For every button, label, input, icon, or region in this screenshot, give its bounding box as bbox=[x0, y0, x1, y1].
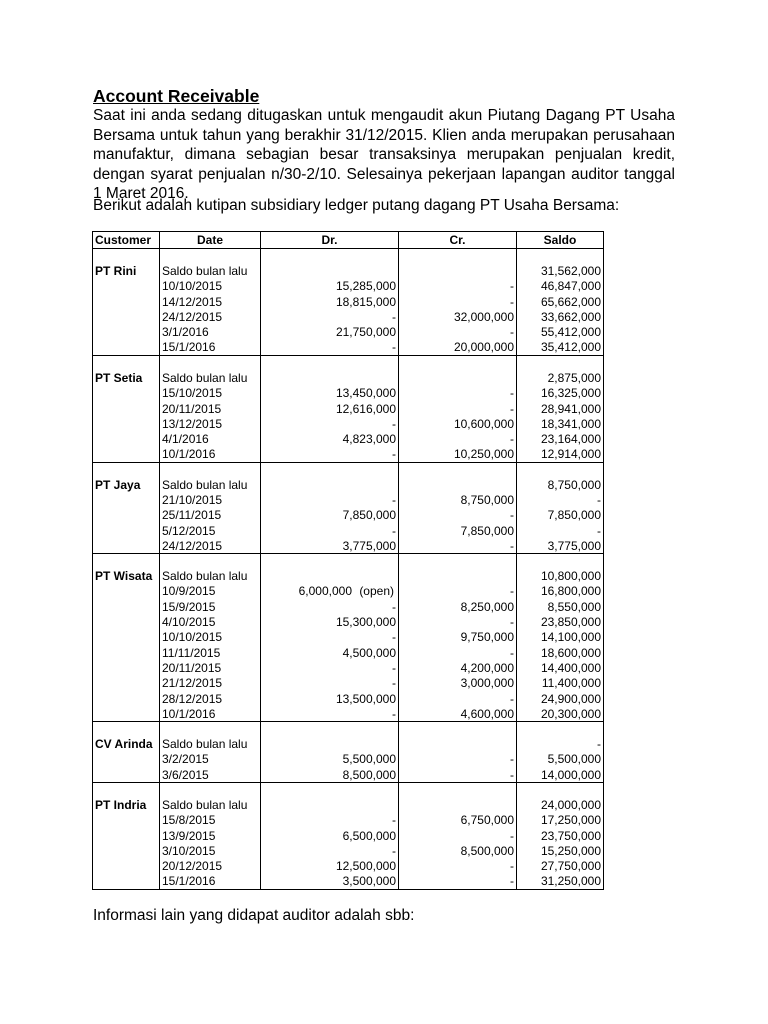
credit-cell: - bbox=[399, 874, 517, 889]
table-row bbox=[93, 843, 604, 858]
credit-cell: 20,000,000 bbox=[399, 340, 517, 355]
table-row bbox=[93, 431, 604, 446]
debit-value: - bbox=[392, 813, 396, 828]
saldo-cell: 24,000,000 bbox=[517, 797, 604, 812]
date-cell: 20/11/2015 bbox=[160, 660, 261, 675]
credit-cell: - bbox=[399, 691, 517, 706]
saldo-cell: 55,412,000 bbox=[517, 325, 604, 340]
date-cell: 3/2/2015 bbox=[160, 752, 261, 767]
intro-paragraph: Saat ini anda sedang ditugaskan untuk mengaudit akun Piutang Dagang PT Usaha Bersama untuk tahun yang berakhir 31/12/2015. Klien anda merupakan perusahaan manufaktur, dimana sebagian besar transaksinya merupakan penjualan kredit, dengan syarat penjualan n/30-2/10. Selesainya pekerjaan lapangan auditor tanggal 1 Maret 2016. bbox=[93, 107, 675, 202]
credit-cell: - bbox=[399, 859, 517, 874]
header-saldo: Saldo bbox=[517, 232, 604, 249]
spacer-cell bbox=[160, 782, 261, 797]
saldo-cell: 11,400,000 bbox=[517, 676, 604, 691]
date-cell: 4/10/2015 bbox=[160, 614, 261, 629]
saldo-cell: 65,662,000 bbox=[517, 294, 604, 309]
spacer-cell bbox=[93, 355, 160, 370]
debit-cell bbox=[261, 325, 399, 340]
table-row bbox=[93, 447, 604, 462]
table-row bbox=[93, 477, 604, 492]
customer-cell bbox=[93, 279, 160, 294]
credit-cell: 7,850,000 bbox=[399, 523, 517, 538]
saldo-cell: 35,412,000 bbox=[517, 340, 604, 355]
debit-value: 7,850,000 bbox=[342, 508, 396, 523]
customer-cell bbox=[93, 660, 160, 675]
group-spacer-row bbox=[93, 554, 604, 569]
saldo-cell: 20,300,000 bbox=[517, 706, 604, 721]
date-cell: 13/12/2015 bbox=[160, 416, 261, 431]
header-credit: Cr. bbox=[399, 232, 517, 249]
debit-value: - bbox=[392, 660, 396, 675]
subsidiary-ledger-table bbox=[92, 231, 604, 890]
group-spacer-row bbox=[93, 722, 604, 737]
customer-cell bbox=[93, 630, 160, 645]
date-cell: 14/12/2015 bbox=[160, 294, 261, 309]
debit-cell bbox=[261, 630, 399, 645]
header-date: Date bbox=[160, 232, 261, 249]
customer-cell bbox=[93, 447, 160, 462]
date-cell: 10/10/2015 bbox=[160, 279, 261, 294]
debit-cell bbox=[261, 508, 399, 523]
spacer-cell bbox=[160, 722, 261, 737]
table-row bbox=[93, 828, 604, 843]
saldo-cell: 12,914,000 bbox=[517, 447, 604, 462]
credit-cell: 4,600,000 bbox=[399, 706, 517, 721]
saldo-cell: 14,400,000 bbox=[517, 660, 604, 675]
spacer-cell bbox=[517, 722, 604, 737]
customer-cell bbox=[93, 676, 160, 691]
credit-cell bbox=[399, 569, 517, 584]
customer-cell bbox=[93, 401, 160, 416]
table-row bbox=[93, 584, 604, 599]
debit-cell bbox=[261, 752, 399, 767]
debit-value: 4,823,000 bbox=[342, 432, 396, 447]
debit-value: 12,616,000 bbox=[335, 401, 396, 416]
debit-value: - bbox=[392, 416, 396, 431]
spacer-cell bbox=[399, 782, 517, 797]
spacer-cell bbox=[93, 462, 160, 477]
debit-value: - bbox=[392, 676, 396, 691]
debit-cell bbox=[261, 645, 399, 660]
debit-value: - bbox=[392, 630, 396, 645]
header-debit: Dr. bbox=[261, 232, 399, 249]
customer-cell bbox=[93, 599, 160, 614]
table-row bbox=[93, 492, 604, 507]
debit-value: - bbox=[392, 493, 396, 507]
credit-cell: - bbox=[399, 401, 517, 416]
spacer-cell bbox=[399, 355, 517, 370]
credit-cell: 10,250,000 bbox=[399, 447, 517, 462]
debit-cell bbox=[261, 401, 399, 416]
debit-cell bbox=[261, 477, 399, 492]
customer-cell bbox=[93, 386, 160, 401]
credit-cell: - bbox=[399, 584, 517, 599]
date-cell: Saldo bulan lalu bbox=[160, 737, 261, 752]
table-row bbox=[93, 599, 604, 614]
debit-value: 13,450,000 bbox=[335, 386, 396, 401]
debit-value: - bbox=[392, 599, 396, 614]
customer-cell bbox=[93, 813, 160, 828]
table-row bbox=[93, 614, 604, 629]
spacer-cell bbox=[261, 462, 399, 477]
saldo-cell: 18,341,000 bbox=[517, 416, 604, 431]
date-cell: 15/1/2016 bbox=[160, 874, 261, 889]
table-row bbox=[93, 309, 604, 324]
debit-cell bbox=[261, 431, 399, 446]
saldo-cell: 14,000,000 bbox=[517, 767, 604, 782]
debit-value: - bbox=[392, 340, 396, 355]
table-row bbox=[93, 874, 604, 889]
ledger-body bbox=[93, 249, 604, 890]
debit-cell bbox=[261, 386, 399, 401]
debit-value: 3,775,000 bbox=[342, 538, 396, 553]
table-row bbox=[93, 401, 604, 416]
date-cell: 3/6/2015 bbox=[160, 767, 261, 782]
debit-cell bbox=[261, 584, 399, 599]
table-row bbox=[93, 706, 604, 721]
debit-cell bbox=[261, 447, 399, 462]
credit-cell: 8,500,000 bbox=[399, 843, 517, 858]
table-row bbox=[93, 569, 604, 584]
credit-cell: 8,250,000 bbox=[399, 599, 517, 614]
customer-name: PT Wisata bbox=[93, 569, 160, 584]
table-row bbox=[93, 325, 604, 340]
customer-cell bbox=[93, 691, 160, 706]
saldo-cell: 28,941,000 bbox=[517, 401, 604, 416]
debit-value: - bbox=[392, 310, 396, 325]
debit-cell bbox=[261, 370, 399, 385]
date-cell: 10/9/2015 bbox=[160, 584, 261, 599]
debit-cell bbox=[261, 828, 399, 843]
debit-cell bbox=[261, 538, 399, 553]
credit-cell bbox=[399, 264, 517, 279]
spacer-cell bbox=[160, 249, 261, 264]
saldo-cell: 23,164,000 bbox=[517, 431, 604, 446]
spacer-cell bbox=[517, 554, 604, 569]
date-cell: 10/1/2016 bbox=[160, 447, 261, 462]
debit-cell bbox=[261, 813, 399, 828]
saldo-cell: 27,750,000 bbox=[517, 859, 604, 874]
spacer-cell bbox=[261, 554, 399, 569]
spacer-cell bbox=[160, 462, 261, 477]
date-cell: 21/12/2015 bbox=[160, 676, 261, 691]
debit-value: - bbox=[392, 523, 396, 538]
date-cell: 25/11/2015 bbox=[160, 508, 261, 523]
date-cell: 10/10/2015 bbox=[160, 630, 261, 645]
debit-value: 5,500,000 bbox=[342, 752, 396, 767]
customer-cell bbox=[93, 431, 160, 446]
date-cell: 15/10/2015 bbox=[160, 386, 261, 401]
saldo-cell: 16,325,000 bbox=[517, 386, 604, 401]
saldo-cell: 23,850,000 bbox=[517, 614, 604, 629]
credit-cell: 8,750,000 bbox=[399, 492, 517, 507]
debit-value: 4,500,000 bbox=[342, 645, 396, 660]
saldo-cell: 8,550,000 bbox=[517, 599, 604, 614]
debit-cell bbox=[261, 874, 399, 889]
credit-cell bbox=[399, 797, 517, 812]
table-row bbox=[93, 859, 604, 874]
debit-cell bbox=[261, 569, 399, 584]
debit-cell bbox=[261, 859, 399, 874]
debit-value: 15,300,000 bbox=[335, 615, 396, 630]
credit-cell: - bbox=[399, 508, 517, 523]
table-row bbox=[93, 340, 604, 355]
table-row bbox=[93, 797, 604, 812]
debit-value: 8,500,000 bbox=[342, 767, 396, 782]
customer-cell bbox=[93, 874, 160, 889]
credit-cell: - bbox=[399, 614, 517, 629]
debit-cell bbox=[261, 294, 399, 309]
credit-cell: 9,750,000 bbox=[399, 630, 517, 645]
table-row bbox=[93, 752, 604, 767]
date-cell: Saldo bulan lalu bbox=[160, 477, 261, 492]
debit-value: 3,500,000 bbox=[342, 874, 396, 889]
spacer-cell bbox=[399, 554, 517, 569]
group-spacer-row bbox=[93, 782, 604, 797]
date-cell: 4/1/2016 bbox=[160, 431, 261, 446]
date-cell: 20/12/2015 bbox=[160, 859, 261, 874]
credit-cell: 6,750,000 bbox=[399, 813, 517, 828]
customer-cell bbox=[93, 309, 160, 324]
debit-value: - bbox=[392, 706, 396, 721]
table-row bbox=[93, 676, 604, 691]
customer-cell bbox=[93, 508, 160, 523]
table-row bbox=[93, 767, 604, 782]
saldo-cell: 17,250,000 bbox=[517, 813, 604, 828]
debit-value: - bbox=[392, 447, 396, 462]
date-cell: 15/8/2015 bbox=[160, 813, 261, 828]
debit-value: - bbox=[392, 843, 396, 858]
group-spacer-row bbox=[93, 462, 604, 477]
saldo-cell: 33,662,000 bbox=[517, 309, 604, 324]
credit-cell: - bbox=[399, 645, 517, 660]
table-row bbox=[93, 279, 604, 294]
date-cell: 15/9/2015 bbox=[160, 599, 261, 614]
saldo-cell: 15,250,000 bbox=[517, 843, 604, 858]
spacer-cell bbox=[261, 249, 399, 264]
debit-cell bbox=[261, 614, 399, 629]
spacer-cell bbox=[517, 462, 604, 477]
date-cell: 24/12/2015 bbox=[160, 309, 261, 324]
debit-value: 15,285,000 bbox=[335, 279, 396, 294]
table-row bbox=[93, 523, 604, 538]
table-row bbox=[93, 630, 604, 645]
debit-cell bbox=[261, 599, 399, 614]
table-row bbox=[93, 538, 604, 553]
credit-cell: - bbox=[399, 325, 517, 340]
date-cell: 5/12/2015 bbox=[160, 523, 261, 538]
saldo-cell: - bbox=[517, 737, 604, 752]
customer-cell bbox=[93, 645, 160, 660]
debit-cell bbox=[261, 843, 399, 858]
customer-cell bbox=[93, 584, 160, 599]
credit-cell: 32,000,000 bbox=[399, 309, 517, 324]
spacer-cell bbox=[261, 722, 399, 737]
credit-cell: - bbox=[399, 538, 517, 553]
spacer-cell bbox=[399, 722, 517, 737]
debit-cell bbox=[261, 797, 399, 812]
customer-name: PT Setia bbox=[93, 370, 160, 385]
debit-cell bbox=[261, 706, 399, 721]
customer-name: PT Jaya bbox=[93, 477, 160, 492]
saldo-cell: 2,875,000 bbox=[517, 370, 604, 385]
credit-cell bbox=[399, 737, 517, 752]
credit-cell bbox=[399, 477, 517, 492]
customer-cell bbox=[93, 767, 160, 782]
spacer-cell bbox=[261, 782, 399, 797]
debit-value: 12,500,000 bbox=[335, 859, 396, 874]
spacer-cell bbox=[399, 462, 517, 477]
customer-cell bbox=[93, 294, 160, 309]
debit-cell bbox=[261, 416, 399, 431]
debit-cell bbox=[261, 309, 399, 324]
customer-name: PT Indria bbox=[93, 797, 160, 812]
credit-cell: - bbox=[399, 431, 517, 446]
date-cell: 20/11/2015 bbox=[160, 401, 261, 416]
customer-cell bbox=[93, 523, 160, 538]
date-cell: Saldo bulan lalu bbox=[160, 264, 261, 279]
date-cell: 15/1/2016 bbox=[160, 340, 261, 355]
date-cell: 28/12/2015 bbox=[160, 691, 261, 706]
table-header-row bbox=[93, 232, 604, 249]
table-row bbox=[93, 508, 604, 523]
date-cell: Saldo bulan lalu bbox=[160, 569, 261, 584]
date-cell: 3/1/2016 bbox=[160, 325, 261, 340]
date-cell: 21/10/2015 bbox=[160, 492, 261, 507]
saldo-cell: 8,750,000 bbox=[517, 477, 604, 492]
footer-sentence: Informasi lain yang didapat auditor adalah sbb: bbox=[93, 907, 415, 924]
saldo-cell: 18,600,000 bbox=[517, 645, 604, 660]
debit-value: 6,000,000 bbox=[298, 584, 352, 599]
group-spacer-row bbox=[93, 355, 604, 370]
customer-cell bbox=[93, 843, 160, 858]
table-row bbox=[93, 386, 604, 401]
table-row bbox=[93, 294, 604, 309]
debit-value: 13,500,000 bbox=[335, 691, 396, 706]
spacer-cell bbox=[517, 249, 604, 264]
spacer-cell bbox=[93, 722, 160, 737]
saldo-cell: 31,250,000 bbox=[517, 874, 604, 889]
credit-cell: 4,200,000 bbox=[399, 660, 517, 675]
saldo-cell: 46,847,000 bbox=[517, 279, 604, 294]
date-cell: 3/10/2015 bbox=[160, 843, 261, 858]
table-row bbox=[93, 737, 604, 752]
debit-cell bbox=[261, 737, 399, 752]
group-spacer-row bbox=[93, 249, 604, 264]
debit-cell bbox=[261, 523, 399, 538]
spacer-cell bbox=[261, 355, 399, 370]
debit-cell bbox=[261, 340, 399, 355]
saldo-cell: 16,800,000 bbox=[517, 584, 604, 599]
spacer-cell bbox=[93, 554, 160, 569]
debit-value: 18,815,000 bbox=[335, 294, 396, 309]
spacer-cell bbox=[517, 355, 604, 370]
credit-cell: - bbox=[399, 294, 517, 309]
table-lead-sentence: Berikut adalah kutipan subsidiary ledger putang dagang PT Usaha Bersama: bbox=[93, 197, 620, 214]
credit-cell: - bbox=[399, 752, 517, 767]
customer-cell bbox=[93, 325, 160, 340]
table-row bbox=[93, 370, 604, 385]
saldo-cell: 7,850,000 bbox=[517, 508, 604, 523]
customer-cell bbox=[93, 538, 160, 553]
saldo-cell: 31,562,000 bbox=[517, 264, 604, 279]
customer-cell bbox=[93, 614, 160, 629]
saldo-cell: 14,100,000 bbox=[517, 630, 604, 645]
table-row bbox=[93, 264, 604, 279]
customer-cell bbox=[93, 416, 160, 431]
saldo-cell: 3,775,000 bbox=[517, 538, 604, 553]
table-row bbox=[93, 691, 604, 706]
date-cell: Saldo bulan lalu bbox=[160, 370, 261, 385]
header-customer: Customer bbox=[93, 232, 160, 249]
saldo-cell: - bbox=[517, 492, 604, 507]
saldo-cell: 10,800,000 bbox=[517, 569, 604, 584]
saldo-cell: 23,750,000 bbox=[517, 828, 604, 843]
customer-cell bbox=[93, 706, 160, 721]
customer-cell bbox=[93, 752, 160, 767]
debit-cell bbox=[261, 492, 399, 507]
date-cell: Saldo bulan lalu bbox=[160, 797, 261, 812]
debit-value: 6,500,000 bbox=[342, 828, 396, 843]
table-row bbox=[93, 813, 604, 828]
spacer-cell bbox=[160, 355, 261, 370]
debit-cell bbox=[261, 767, 399, 782]
credit-cell: - bbox=[399, 828, 517, 843]
spacer-cell bbox=[93, 782, 160, 797]
customer-name: PT Rini bbox=[93, 264, 160, 279]
document-title: Account Receivable bbox=[93, 86, 260, 106]
spacer-cell bbox=[160, 554, 261, 569]
customer-name: CV Arinda bbox=[93, 737, 160, 752]
spacer-cell bbox=[93, 249, 160, 264]
saldo-cell: 5,500,000 bbox=[517, 752, 604, 767]
credit-cell: 3,000,000 bbox=[399, 676, 517, 691]
debit-value: 21,750,000 bbox=[335, 325, 396, 340]
debit-cell bbox=[261, 264, 399, 279]
debit-cell bbox=[261, 676, 399, 691]
credit-cell: 10,600,000 bbox=[399, 416, 517, 431]
saldo-cell: - bbox=[517, 523, 604, 538]
customer-cell bbox=[93, 492, 160, 507]
table-row bbox=[93, 645, 604, 660]
credit-cell bbox=[399, 370, 517, 385]
debit-cell bbox=[261, 279, 399, 294]
spacer-cell bbox=[517, 782, 604, 797]
date-cell: 13/9/2015 bbox=[160, 828, 261, 843]
credit-cell: - bbox=[399, 279, 517, 294]
date-cell: 11/11/2015 bbox=[160, 645, 261, 660]
date-cell: 24/12/2015 bbox=[160, 538, 261, 553]
date-cell: 10/1/2016 bbox=[160, 706, 261, 721]
spacer-cell bbox=[399, 249, 517, 264]
customer-cell bbox=[93, 340, 160, 355]
open-note: (open) bbox=[359, 584, 394, 599]
customer-cell bbox=[93, 828, 160, 843]
saldo-cell: 24,900,000 bbox=[517, 691, 604, 706]
credit-cell: - bbox=[399, 767, 517, 782]
credit-cell: - bbox=[399, 386, 517, 401]
table-row bbox=[93, 416, 604, 431]
debit-cell bbox=[261, 691, 399, 706]
debit-cell bbox=[261, 660, 399, 675]
customer-cell bbox=[93, 859, 160, 874]
table-row bbox=[93, 660, 604, 675]
